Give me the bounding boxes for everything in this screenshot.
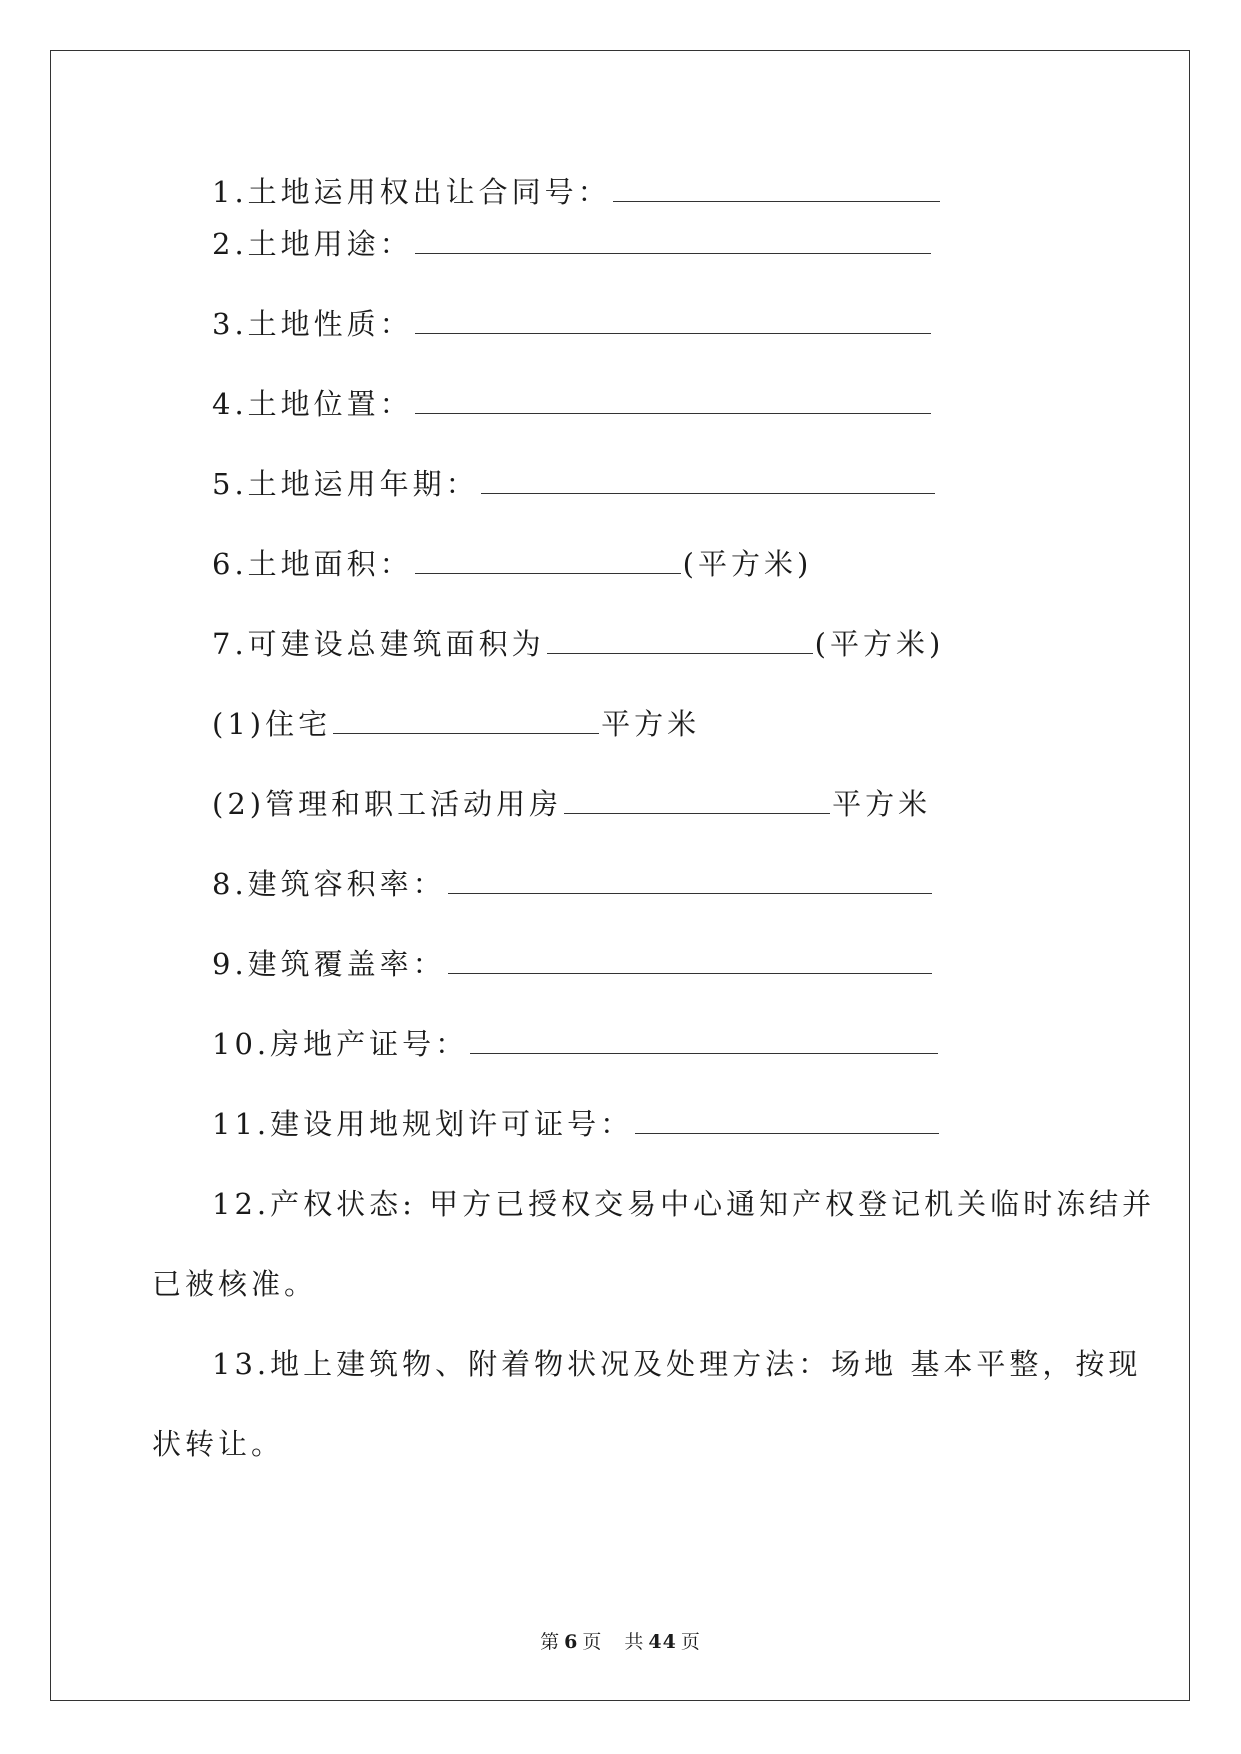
fill-blank[interactable]	[448, 867, 932, 894]
form-item-land-nature	[212, 304, 933, 344]
form-item-planning-permit	[212, 1104, 941, 1144]
fill-blank[interactable]	[415, 307, 931, 334]
footer-prefix: 第	[540, 1631, 561, 1653]
item-label: 5.土地运用年期：	[212, 467, 479, 501]
fill-blank[interactable]	[470, 1027, 938, 1054]
form-item-land-use	[212, 224, 933, 264]
item-unit: 平方米	[601, 707, 701, 741]
item-label: 10.房地产证号：	[212, 1027, 469, 1061]
form-item-property-certificate	[212, 1024, 940, 1064]
fill-blank[interactable]	[333, 707, 599, 734]
item-unit: (平方米)	[814, 627, 945, 661]
item-label: 1.土地运用权出让合同号：	[212, 175, 611, 209]
paragraph-buildings-line1: 13.地上建筑物、附着物状况及处理方法：场地 基本平整，按现	[212, 1347, 1142, 1381]
fill-blank[interactable]	[448, 947, 932, 974]
item-unit: (平方米)	[682, 547, 813, 581]
item-unit: 平方米	[832, 787, 932, 821]
fill-blank[interactable]	[415, 547, 681, 574]
item-label: 9.建筑覆盖率：	[212, 947, 446, 981]
form-item-coverage-ratio	[212, 944, 934, 984]
paragraph-property-status-line2: 已被核准。	[152, 1267, 318, 1301]
footer-page-unit: 页	[582, 1631, 603, 1653]
item-label: (2)管理和职工活动用房	[212, 787, 563, 821]
paragraph-property-status-line1: 12.产权状态: 甲方已授权交易中心通知产权登记机关临时冻结并	[212, 1187, 1156, 1221]
fill-blank[interactable]	[635, 1107, 939, 1134]
fill-blank[interactable]	[547, 627, 813, 654]
item-label: 2.土地用途：	[212, 227, 413, 261]
item-label: 8.建筑容积率：	[212, 867, 446, 901]
fill-blank[interactable]	[613, 175, 940, 202]
footer-total-prefix: 共	[624, 1631, 645, 1653]
form-item-management-rooms	[212, 784, 931, 824]
form-item-plot-ratio	[212, 864, 934, 904]
form-item-land-term	[212, 464, 937, 504]
fill-blank[interactable]	[481, 467, 935, 494]
paragraph-buildings-line2: 状转让。	[152, 1427, 285, 1461]
form-item-land-location	[212, 384, 933, 424]
form-item-total-floor-area	[212, 624, 944, 664]
form-item-contract-number	[212, 172, 942, 212]
footer-page-number: 6	[564, 1631, 579, 1653]
form-item-land-area	[212, 544, 812, 584]
fill-blank[interactable]	[415, 227, 931, 254]
item-label: 7.可建设总建筑面积为	[212, 627, 545, 661]
item-label: 6.土地面积：	[212, 547, 413, 581]
page-footer	[0, 1630, 1241, 1654]
footer-total-unit: 页	[680, 1631, 701, 1653]
item-label: 4.土地位置：	[212, 387, 413, 421]
form-item-residential	[212, 704, 700, 744]
item-label: 11.建设用地规划许可证号：	[212, 1107, 634, 1141]
item-label: (1)住宅	[212, 707, 332, 741]
fill-blank[interactable]	[564, 787, 830, 814]
item-label: 3.土地性质：	[212, 307, 413, 341]
footer-total-pages: 44	[648, 1631, 677, 1653]
fill-blank[interactable]	[415, 387, 931, 414]
